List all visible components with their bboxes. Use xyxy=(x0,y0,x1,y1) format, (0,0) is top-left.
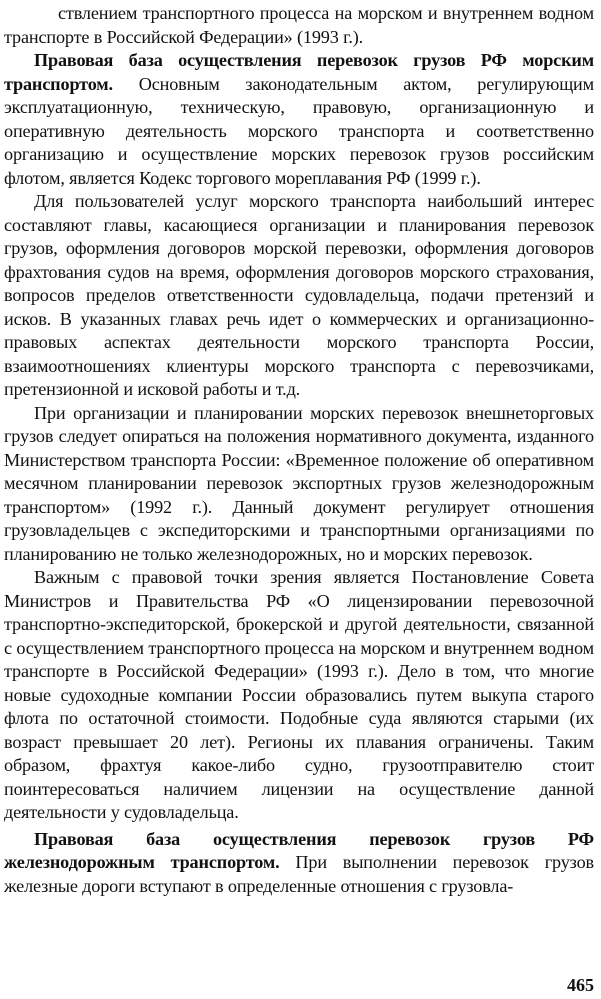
paragraph-text: Важным с правовой точки зрения является Постановление Совета Министров и Правительства РФ «О лицензировании перевозочной транспортно-экспедиторской, брокерской и другой деятельности, связанной с осуществлением транспортного процесса на морском и внутреннем водном транспорте в Российской Федерации» (1993 г.). Дело в том, что многие новые судоходные компании России образовались путем выкупа старого флота по остаточной стоимости. Подобные суда являются старыми (их возраст превышает 20 лет). Регионы их плавания ограничены. Таким образом, фрахтуя какое-либо судно, грузоотправителю стоит поинтересоваться наличием лицензии на осуществление данной деятельности у судовладельца. xyxy=(4,567,594,822)
paragraph-planning xyxy=(4,402,594,567)
paragraph-text: При выполнении перевозок грузов железные дороги вступают в определенные отношения с грузовла- xyxy=(4,852,594,896)
page-text xyxy=(4,2,594,898)
section-heading-rail: Правовая база осуществления перевозок грузов РФ железнодорожным транспортом. xyxy=(4,828,594,872)
section-heading-maritime: Правовая база осуществления перевозок грузов РФ морским транспортом. xyxy=(4,50,594,94)
paragraph-text: При организации и планировании морских перевозок внешнеторговых грузов следует опираться на положения нормативного документа, изданного Министерством транспорта России: «Временное положение об оперативном месячном планировании перевозок экспортных грузов железнодорожным транспортом» (1992 г.). Данный документ регулирует отношения грузовладельцев с экспедиторскими и транспортными организациями по планированию не только железнодорожных, но и морских перевозок. xyxy=(4,402,594,564)
paragraph-text: Основным законодательным актом, регулирующим эксплуатационную, техническую, правовую, организационную и оперативную деятельность морского транспорта и соответственно организацию и осуществление морских перевозок грузов российским флотом, является Кодекс торгового мореплавания РФ (1999 г.). xyxy=(4,73,594,188)
paragraph-rail-legal-basis xyxy=(4,828,594,899)
paragraph-text: ствлением транспортного процесса на морском и внутреннем водном транспорте в Российской Федерации» (1993 г.). xyxy=(4,3,594,47)
paragraph-user-interest xyxy=(4,190,594,402)
paragraph-licensing xyxy=(4,566,594,825)
page-number: 465 xyxy=(567,975,594,995)
paragraph-maritime-legal-basis xyxy=(4,49,594,190)
paragraph-continuation xyxy=(4,2,594,49)
paragraph-text: Для пользователей услуг морского транспорта наибольший интерес составляют главы, касающиеся организации и планирования перевозок грузов, оформления договоров морской перевозки, оформления договоров фрахтования судов на время, оформления договоров морского страхования, вопросов пределов ответственности судовладельца, подачи претензий и исков. В указанных главах речь идет о коммерческих и организационно-правовых аспектах деятельности морского транспорта России, взаимоотношениях клиентуры морского транспорта с перевозчиками, претензионной и исковой работы и т.д. xyxy=(4,191,594,399)
